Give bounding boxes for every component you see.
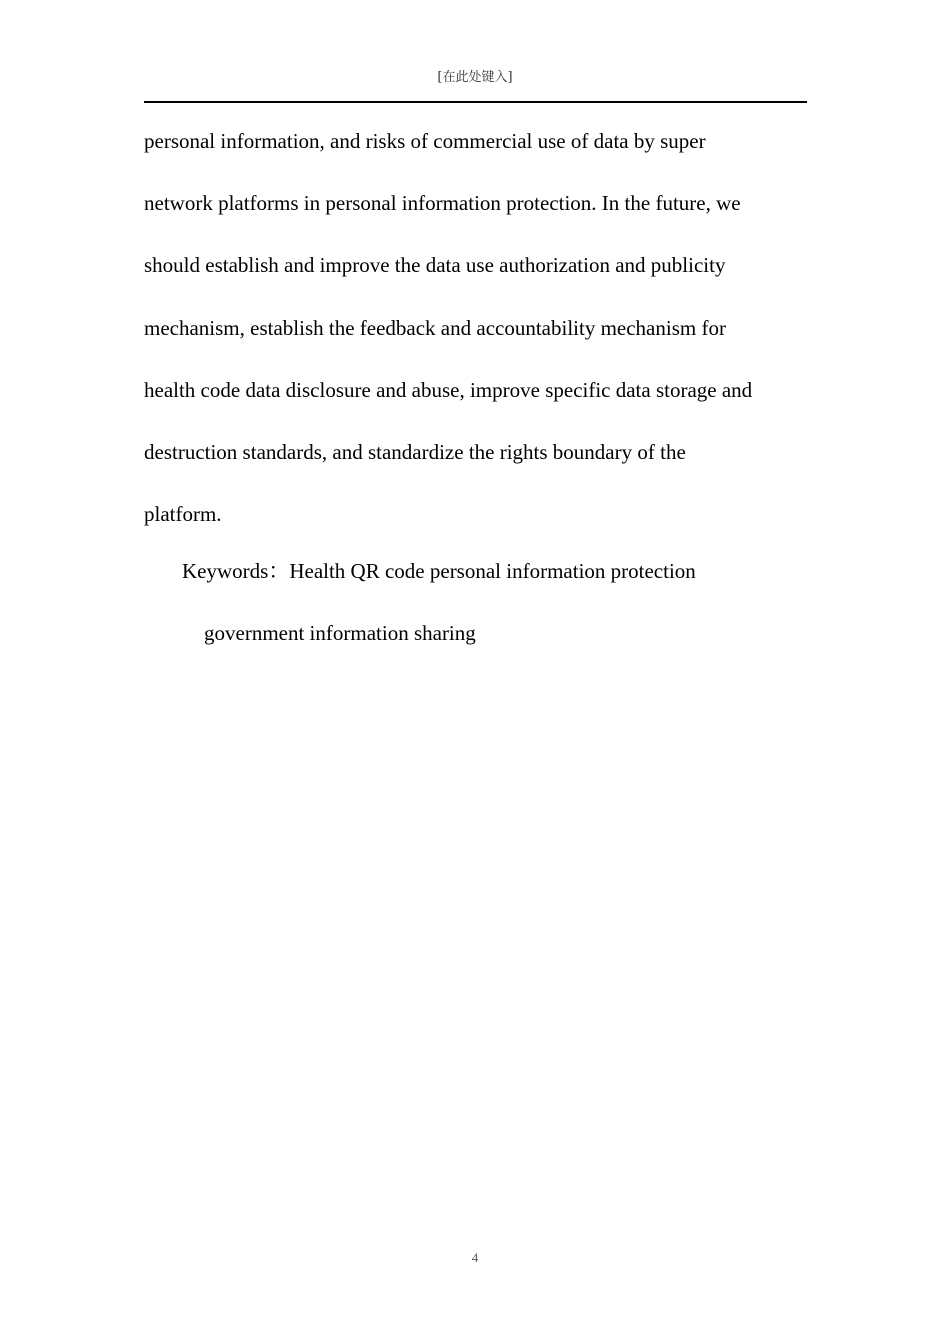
page-header: [在此处键入] (437, 70, 513, 85)
keywords-line (182, 558, 696, 584)
keywords-continuation: government information sharing (204, 621, 476, 645)
body-text-line: health code data disclosure and abuse, improve specific data storage and (144, 378, 753, 402)
body-text-line: mechanism, establish the feedback and accountability mechanism for (144, 316, 726, 340)
header-divider (144, 101, 807, 103)
body-text-line: destruction standards, and standardize the rights boundary of the (144, 440, 686, 464)
page-number: 4 (471, 1250, 479, 1265)
keywords-values: Health QR code personal information protection (289, 559, 696, 583)
body-text-line: should establish and improve the data use authorization and publicity (144, 253, 726, 277)
keywords-label: Keywords： (182, 559, 290, 583)
body-text-line: network platforms in personal information protection. In the future, we (144, 191, 741, 215)
body-text-line: platform. (144, 502, 222, 526)
body-text-line: personal information, and risks of commercial use of data by super (144, 129, 706, 153)
